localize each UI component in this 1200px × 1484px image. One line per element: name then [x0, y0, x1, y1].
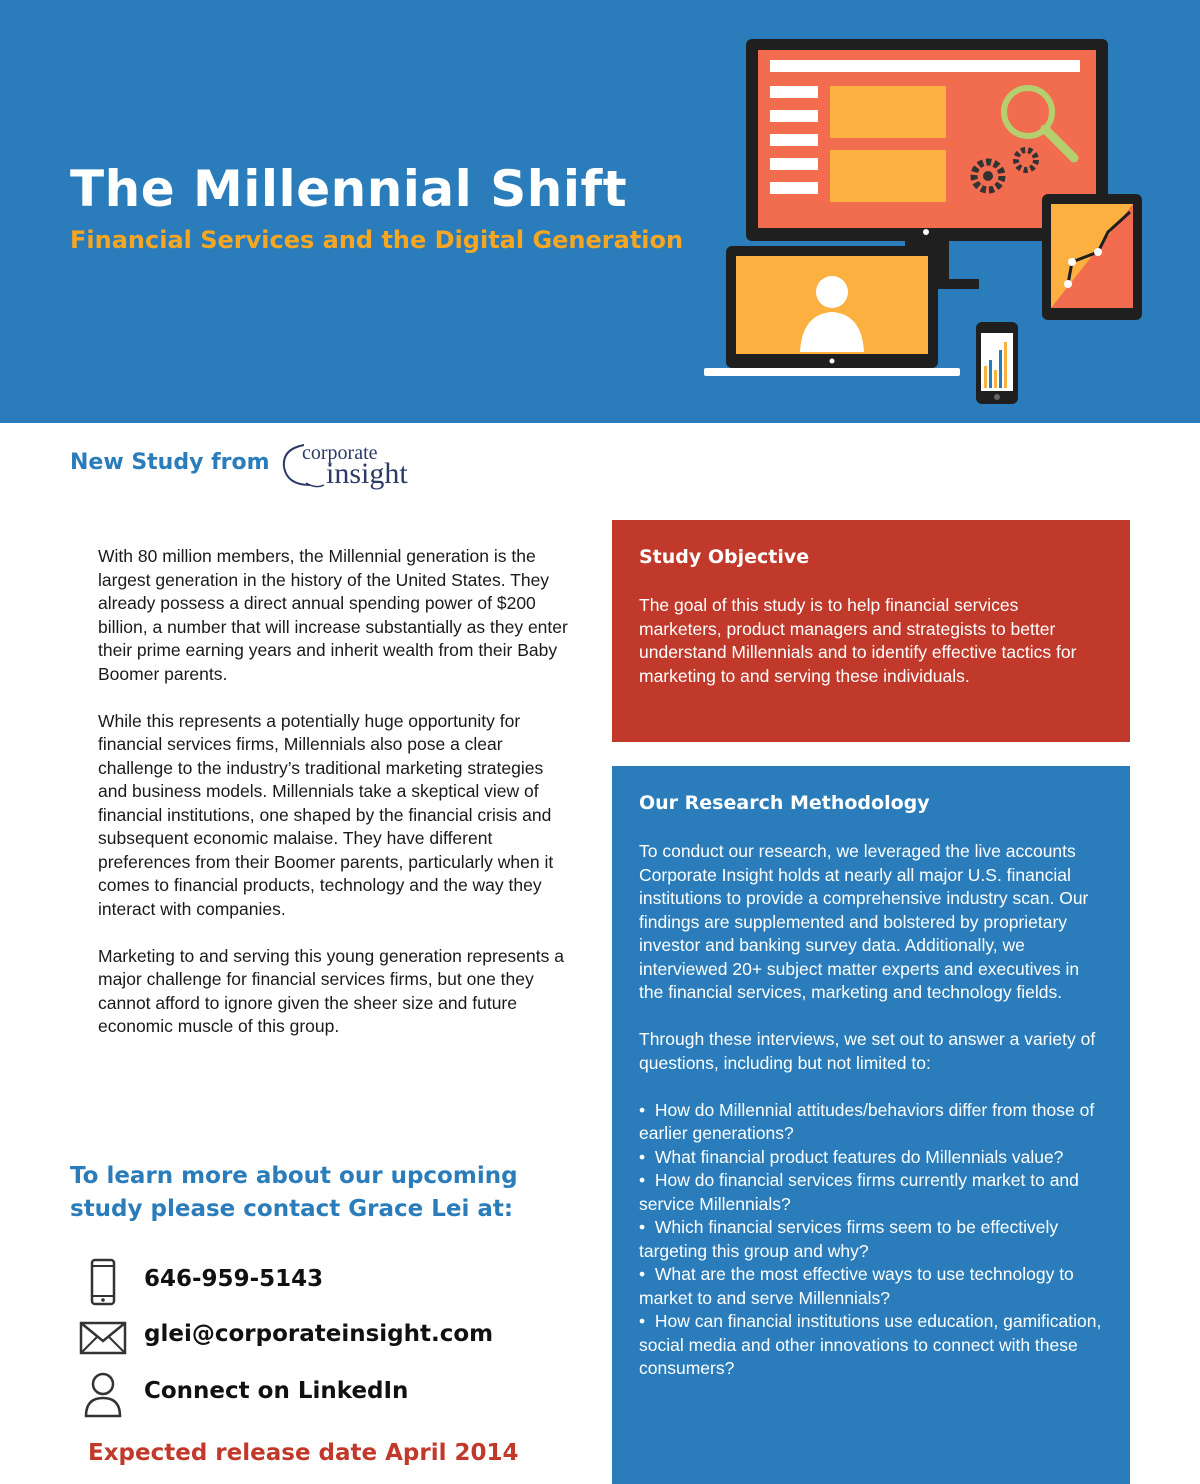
- methodology-paragraph: Through these interviews, we set out to answer a variety of questions, including but not limited to:: [639, 1029, 1096, 1073]
- intro-text: [98, 545, 568, 1062]
- methodology-box: [612, 766, 1130, 1484]
- contact-phone[interactable]: [78, 1258, 538, 1308]
- contact-linkedin[interactable]: [78, 1370, 538, 1420]
- research-questions-list: [639, 1099, 1102, 1381]
- list-item: • Which financial services firms seem to be effectively targeting this group and why?: [639, 1216, 1102, 1263]
- intro-paragraph: With 80 million members, the Millennial generation is the largest generation in the history of the United States. They already possess a direct annual spending power of $200 billion, a number that will increase substantially as they enter their prime earning years and inherit wealth from their Baby Boomer parents.: [98, 546, 568, 684]
- new-study-label: New Study from: [70, 450, 270, 475]
- phone-icon: [78, 1258, 128, 1308]
- study-objective-box: [612, 520, 1130, 742]
- contact-email[interactable]: [78, 1313, 538, 1363]
- intro-paragraph: While this represents a potentially huge opportunity for financial services firms, Millennials also pose a clear challenge to the industry’s traditional marketing strategies and business models. Millennials take a skeptical view of financial institutions, one shaped by the financial crisis and subsequent economic malaise. They have different preferences from their Boomer parents, particularly when it comes to financial products, technology and the way they interact with companies.: [98, 710, 554, 919]
- svg-text:corporate: corporate: [302, 442, 378, 464]
- objective-text: The goal of this study is to help financial services marketers, product managers and strategists to better understand Millennials and to identify effective tactics for marketing to and serving these individuals.: [639, 595, 1077, 686]
- person-icon: [78, 1370, 128, 1420]
- smartphone-icon: [976, 322, 1018, 404]
- objective-title: Study Objective: [639, 546, 810, 568]
- release-date: Expected release date April 2014: [88, 1440, 519, 1466]
- envelope-icon: [78, 1313, 128, 1363]
- list-item: • What are the most effective ways to use technology to market to and serve Millennials?: [639, 1263, 1102, 1310]
- email-address[interactable]: glei@corporateinsight.com: [144, 1321, 494, 1347]
- list-item: • What financial product features do Millennials value?: [639, 1146, 1102, 1170]
- header-banner: [0, 0, 1200, 423]
- list-item: • How do Millennial attitudes/behaviors differ from those of earlier generations?: [639, 1099, 1102, 1146]
- intro-paragraph: Marketing to and serving this young generation represents a major challenge for financial services firms, but one they cannot afford to ignore given the sheer size and future economic muscle of this group.: [98, 945, 564, 1036]
- methodology-title: Our Research Methodology: [639, 792, 930, 814]
- tablet-icon: [1042, 194, 1142, 320]
- page-subtitle: Financial Services and the Digital Generation: [70, 226, 684, 254]
- linkedin-link[interactable]: Connect on LinkedIn: [144, 1378, 409, 1404]
- corporate-insight-logo: [280, 435, 460, 491]
- contact-heading: To learn more about our upcoming study please contact Grace Lei at:: [70, 1163, 518, 1222]
- page-title: The Millennial Shift: [70, 160, 628, 218]
- list-item: • How can financial institutions use education, gamification, social media and other innovations to connect with these consumers?: [639, 1310, 1102, 1381]
- methodology-paragraph: To conduct our research, we leveraged the live accounts Corporate Insight holds at nearly all major U.S. financial institutions to provide a comprehensive industry scan. Our findings are supplemented and bolstered by proprietary investor and banking survey data. Additionally, we interviewed 20+ subject matter experts and executives in the financial services, marketing and technology fields.: [639, 841, 1089, 1002]
- svg-text:insight: insight: [326, 457, 408, 490]
- devices-illustration: [690, 30, 1170, 415]
- list-item: • How do financial services firms currently market to and service Millennials?: [639, 1169, 1102, 1216]
- phone-number[interactable]: 646-959-5143: [144, 1266, 324, 1292]
- laptop-icon: [704, 246, 960, 376]
